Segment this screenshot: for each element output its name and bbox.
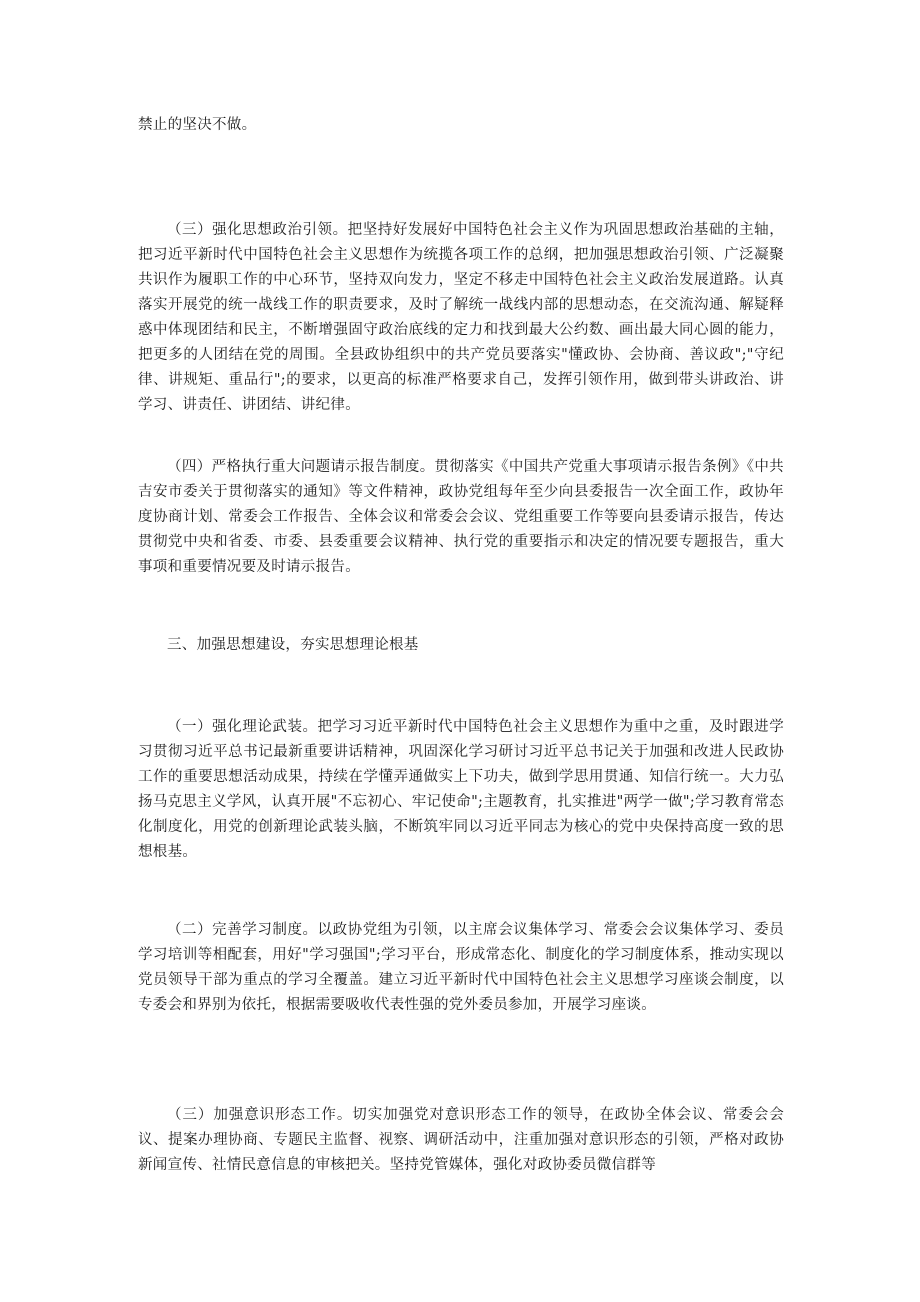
paragraph-continuation: 禁止的坚决不做。 xyxy=(138,117,257,133)
paragraph-section-3-item-1: （一）强化理论武装。把学习习近平新时代中国特色社会主义思想作为重中之重，及时跟进学习贯彻习近平总书记最新重要讲话精神，巩固深化学习研讨习近平总书记关于加强和改进人民政协工作的重要思想活动成果，持续在学懂弄通做实上下功夫，做到学思用贯通、知信行统一。大力弘扬马克思主义学风，认真开展"不忘初心、牢记使命";主题教育，扎实推进"两学一做";学习教育常态化制度化，用党的创新理论武装头脑，不断筑牢同以习近平同志为核心的党中央保持高度一致的思想根基。 xyxy=(138,719,784,860)
paragraph-section-3-item-3: （三）加强意识形态工作。切实加强党对意识形态工作的领导，在政协全体会议、常委会会议、提案办理协商、专题民主监督、视察、调研活动中，注重加强对意识形态的引领，严格对政协新闻宣传、社情民意信息的审核把关。坚持党管媒体，强化对政协委员微信群等 xyxy=(138,1107,784,1173)
section-3-heading: 三、加强思想建设，夯实思想理论根基 xyxy=(167,637,419,653)
paragraph-section-2-item-3: （三）强化思想政治引领。把坚持好发展好中国特色社会主义作为巩固思想政治基础的主轴，把习近平新时代中国特色社会主义思想作为统揽各项工作的总纲，把加强思想政治引领、广泛凝聚共识作为履职工作的中心环节，坚持双向发力，坚定不移走中国特色社会主义政治发展道路。认真落实开展党的统一战线工作的职责要求，及时了解统一战线内部的思想动态，在交流沟通、解疑释惑中体现团结和民主，不断增强固守政治底线的定力和找到最大公约数、画出最大同心圆的能力，把更多的人团结在党的周围。全县政协组织中的共产党员要落实"懂政协、会协商、善议政";"守纪律、讲规矩、重品行";的要求，以更高的标准严格要求自己，发挥引领作用，做到带头讲政治、讲学习、讲责任、讲团结、讲纪律。 xyxy=(138,222,784,413)
paragraph-section-2-item-4: （四）严格执行重大问题请示报告制度。贯彻落实《中国共产党重大事项请示报告条例》《中共吉安市委关于贯彻落实的通知》等文件精神，政协党组每年至少向县委报告一次全面工作，政协年度协商计划、常委会工作报告、全体会议和常委会会议、党组重要工作等要向县委请示报告，传达贯彻党中央和省委、市委、县委重要会议精神、执行党的重要指示和决定的情况要专题报告，重大事项和重要情况要及时请示报告。 xyxy=(138,459,784,575)
paragraph-section-3-item-2: （二）完善学习制度。以政协党组为引领，以主席会议集体学习、常委会会议集体学习、委员学习培训等相配套，用好"学习强国";学习平台，形成常态化、制度化的学习制度体系，推动实现以党员领导干部为重点的学习全覆盖。建立习近平新时代中国特色社会主义思想学习座谈会制度，以专委会和界别为依托，根据需要吸收代表性强的党外委员参加，开展学习座谈。 xyxy=(138,922,784,1013)
